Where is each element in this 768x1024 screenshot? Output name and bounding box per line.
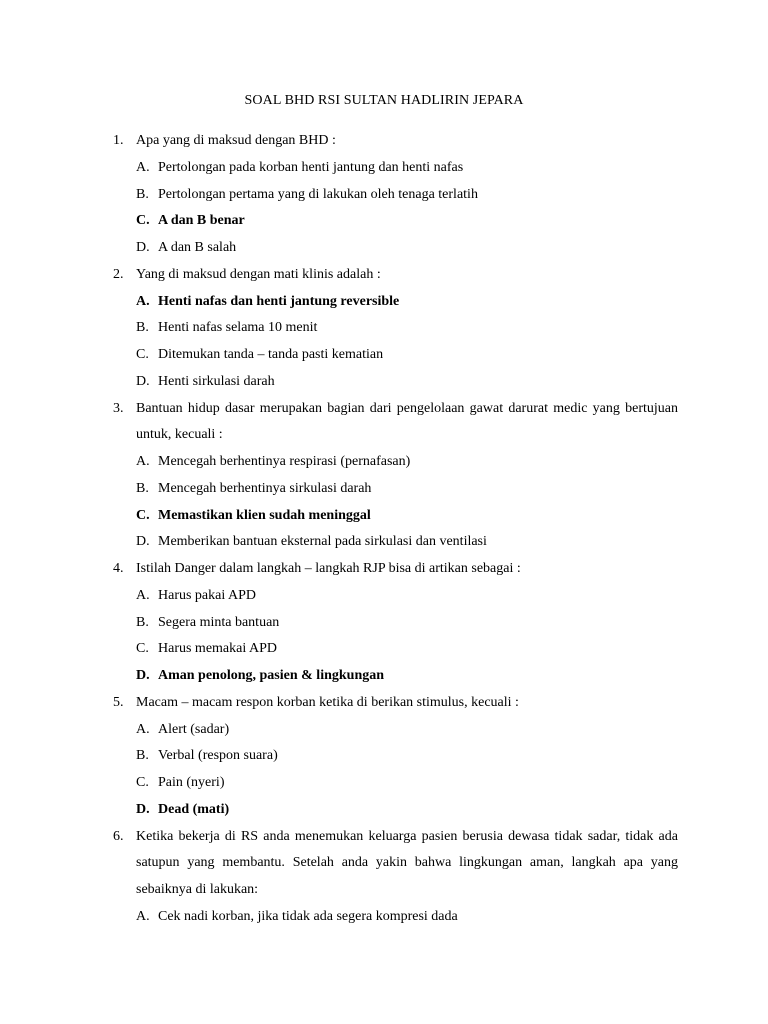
option-text: Henti nafas selama 10 menit [158, 320, 318, 336]
question-item [0, 556, 768, 690]
question-number: 1. [113, 133, 124, 148]
option-text: Aman penolong, pasien & lingkungan [158, 668, 385, 683]
option-text: Memberikan bantuan eksternal pada sirkulasi dan ventilasi [158, 534, 487, 550]
option-letter: B. [136, 320, 149, 336]
option-letter: C. [136, 775, 149, 790]
question-number: 2. [113, 266, 124, 282]
option-text: Pain (nyeri) [158, 775, 225, 790]
option-text: Cek nadi korban, jika tidak ada segera kompresi dada [158, 908, 458, 924]
option-letter: D. [136, 668, 150, 683]
answer-option [0, 636, 768, 663]
answer-option [0, 315, 768, 342]
option-text: A dan B salah [158, 240, 237, 255]
question-row [0, 262, 768, 289]
option-text: A dan B benar [158, 213, 245, 229]
option-letter: B. [136, 614, 149, 630]
question-text: Ketika bekerja di RS anda menemukan keluarga pasien berusia dewasa tidak sadar, tidak ada satupun yang membantu. Setelah anda yakin bahwa lingkungan aman, langkah apa yang sebaiknya di lakukan: [136, 828, 678, 897]
answer-option [0, 155, 768, 182]
question-item [0, 128, 768, 262]
option-letter: D. [136, 534, 150, 550]
option-letter: A. [136, 293, 150, 309]
question-item [0, 824, 768, 931]
option-text: Harus memakai APD [158, 641, 277, 657]
option-text: Mencegah berhentinya respirasi (pernafasan) [158, 454, 411, 469]
question-item [0, 690, 768, 824]
question-number: 5. [113, 694, 124, 710]
answer-option [0, 449, 768, 476]
answer-option [0, 610, 768, 637]
option-letter: C. [136, 213, 150, 229]
answer-option-correct [0, 289, 768, 316]
option-text: Ditemukan tanda – tanda pasti kematian [158, 347, 384, 362]
document-title: SOAL BHD RSI SULTAN HADLIRIN JEPARA [244, 93, 524, 108]
option-text: Alert (sadar) [158, 721, 230, 737]
question-text: Macam – macam respon korban ketika di berikan stimulus, kecuali : [136, 694, 519, 710]
answer-option-correct [0, 663, 768, 690]
option-letter: A. [136, 721, 150, 737]
question-number: 6. [113, 828, 124, 844]
option-text: Harus pakai APD [158, 587, 256, 603]
option-text: Verbal (respon suara) [158, 748, 278, 764]
option-letter: D. [136, 240, 150, 255]
question-text: Apa yang di maksud dengan BHD : [136, 133, 336, 148]
question-number: 3. [113, 400, 124, 416]
option-letter: A. [136, 908, 150, 924]
answer-option-correct [0, 208, 768, 235]
option-text: Dead (mati) [158, 801, 230, 817]
answer-option-correct [0, 797, 768, 824]
answer-option-correct [0, 503, 768, 530]
option-letter: A. [136, 454, 150, 469]
option-text: Pertolongan pertama yang di lakukan oleh tenaga terlatih [158, 186, 478, 202]
answer-option [0, 476, 768, 503]
question-number: 4. [113, 561, 124, 576]
option-letter: A. [136, 159, 150, 175]
option-letter: D. [136, 373, 150, 389]
question-text: Yang di maksud dengan mati klinis adalah : [136, 266, 381, 282]
question-item [0, 396, 768, 557]
question-list [0, 128, 768, 931]
question-item [0, 262, 768, 396]
answer-option [0, 770, 768, 797]
option-text: Henti nafas dan henti jantung reversible [158, 293, 400, 309]
question-text: Bantuan hidup dasar merupakan bagian dari pengelolaan gawat darurat medic yang bertujuan untuk, kecuali : [136, 400, 678, 443]
question-row [0, 690, 768, 717]
answer-option [0, 904, 768, 931]
option-text: Henti sirkulasi darah [158, 373, 275, 389]
option-letter: D. [136, 801, 150, 817]
question-row [0, 824, 768, 904]
answer-option [0, 717, 768, 744]
answer-option [0, 529, 768, 556]
option-letter: C. [136, 641, 149, 657]
answer-option [0, 369, 768, 396]
option-text: Segera minta bantuan [158, 614, 280, 630]
option-letter: B. [136, 748, 149, 764]
question-row [0, 396, 768, 450]
option-letter: C. [136, 507, 150, 523]
option-letter: B. [136, 480, 149, 496]
option-text: Mencegah berhentinya sirkulasi darah [158, 480, 372, 496]
option-letter: B. [136, 186, 149, 202]
question-row [0, 128, 768, 155]
question-row [0, 556, 768, 583]
option-letter: C. [136, 347, 149, 362]
option-letter: A. [136, 587, 150, 603]
answer-option [0, 342, 768, 369]
answer-option [0, 583, 768, 610]
option-text: Memastikan klien sudah meninggal [158, 507, 371, 523]
answer-option [0, 182, 768, 209]
question-text: Istilah Danger dalam langkah – langkah RJP bisa di artikan sebagai : [136, 561, 521, 576]
answer-option [0, 743, 768, 770]
answer-option [0, 235, 768, 262]
option-text: Pertolongan pada korban henti jantung dan henti nafas [158, 159, 464, 175]
